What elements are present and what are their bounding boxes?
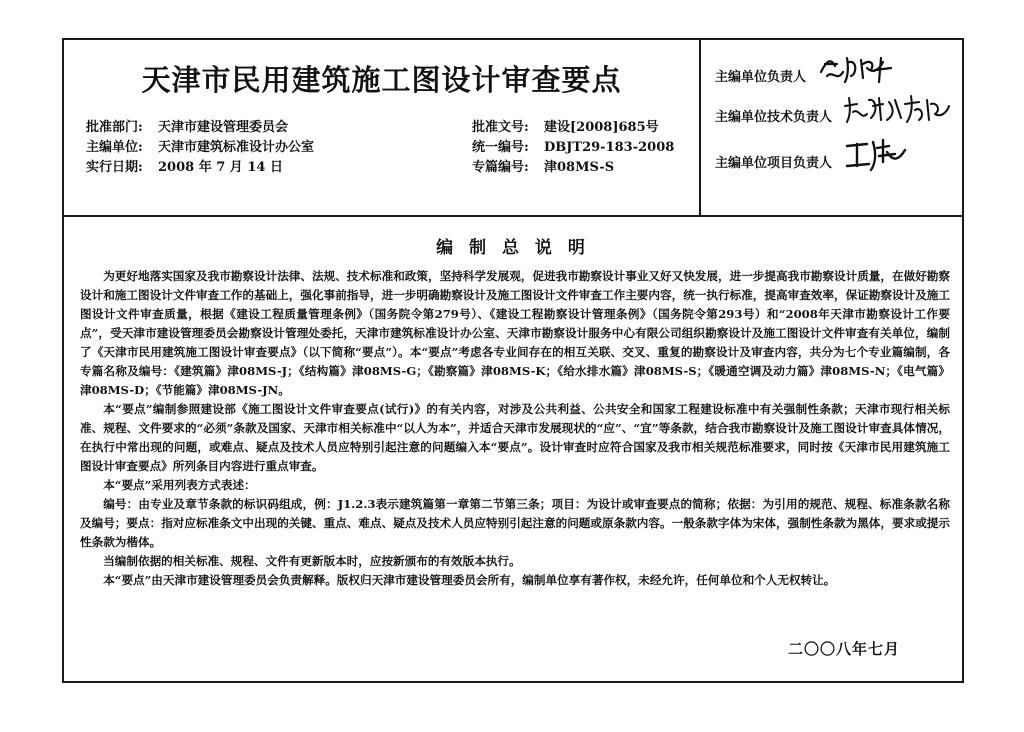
meta-label: 实行日期: bbox=[86, 160, 143, 175]
responsible-label: 主编单位技术负责人 bbox=[715, 110, 833, 125]
meta-label: 批准文号: bbox=[472, 120, 529, 135]
signature-block bbox=[699, 40, 962, 215]
meta-row-editor-unit bbox=[86, 138, 314, 158]
meta-row-effective-date bbox=[86, 158, 314, 178]
responsible-label: 主编单位负责人 bbox=[715, 70, 807, 85]
meta-label: 统一编号: bbox=[472, 140, 529, 155]
meta-value: 建设[2008]685号 bbox=[544, 120, 659, 135]
title-block bbox=[64, 40, 962, 217]
meta-value: 2008 年 7 月 14 日 bbox=[158, 160, 283, 175]
responsible-label: 主编单位项目负责人 bbox=[715, 156, 833, 171]
paragraph: 为更好地落实国家及我市勘察设计法律、法规、技术标准和政策，坚持科学发展观，促进我市勘察设计事业又好又快发展，进一步提高我市勘察设计质量，在做好勘察设计和施工图设计文件审查工作的基础上，强化事前指导，进一步明确勘察设计及施工图设计文件审查工作主要内容，统一执行标准，提高审查效率，保证勘察设计及施工图设计文件审查质量，根据《建设工程质量管理条例》（国务院令第279号）、《建设工程勘察设计管理条例》（国务院令第293号）和“2008年天津市勘察设计工作要点”，受天津市建设管理委员会勘察设计管理处委托，天津市建筑标准设计办公室、天津市勘察设计服务中心有限公司组织勘察设计及施工图设计文件审查有关单位，编制了《天津市民用建筑施工图设计审查要点》（以下简称“要点”）。本“要点”考虑各专业间存在的相互关联、交叉、重复的勘察设计及审查内容，共分为七个专业篇编制，各专篇名称及编号：《建筑篇》津08MS-J；《结构篇》津08MS-G；《勘察篇》津08MS-K；《给水排水篇》津08MS-S；《暖通空调及动力篇》津08MS-N；《电气篇》津08MS-D；《节能篇》津08MS-JN。 bbox=[80, 269, 950, 397]
meta-row-approval-number bbox=[472, 118, 674, 138]
responsible-row-tech-head bbox=[715, 92, 953, 132]
title-block-left bbox=[64, 40, 699, 215]
paragraph: 本“要点”由天津市建设管理委员会负责解释。版权归天津市建设管理委员会所有，编制单位享有著作权，未经允许，任何单位和个人无权转让。 bbox=[103, 573, 836, 587]
meta-row-approving-dept bbox=[86, 118, 314, 138]
notes-text bbox=[80, 267, 950, 590]
paragraph: 本“要点”采用列表方式表述： bbox=[103, 478, 256, 492]
meta-label: 批准部门: bbox=[86, 120, 143, 135]
section-title: 编 制 总 说 明 bbox=[436, 238, 590, 258]
responsible-row-unit-head bbox=[715, 52, 897, 92]
approval-info-right bbox=[472, 118, 674, 178]
paragraph: 当编制依据的相关标准、规程、文件有更新版本时，应按新颁布的有效版本执行。 bbox=[103, 554, 521, 568]
approval-info-left bbox=[86, 118, 314, 178]
meta-row-unified-number bbox=[472, 138, 674, 158]
meta-value: 天津市建筑标准设计办公室 bbox=[158, 140, 315, 155]
meta-label: 专篇编号: bbox=[472, 160, 529, 175]
paragraph: 编号：由专业及章节条款的标识码组成，例：J1.2.3表示建筑篇第一章第二节第三条；项目：为设计或审查要点的简称；依据：为引用的规范、规程、标准条款名称及编号；要点：指对应标准条文中出现的关键、重点、难点、疑点及技术人员应特别引起注意的问题或原条款内容。一般条款字体为宋体，强制性条款为黑体，要求或提示性条款为楷体。 bbox=[80, 497, 950, 549]
responsible-row-project-head bbox=[715, 136, 913, 176]
compilation-date: 二〇〇八年七月 bbox=[787, 640, 900, 658]
meta-label: 主编单位: bbox=[86, 140, 143, 155]
handwritten-signature bbox=[843, 136, 913, 191]
meta-value: 天津市建设管理委员会 bbox=[158, 120, 289, 135]
paragraph: 本“要点”编制参照建设部《施工图设计文件审查要点(试行)》的有关内容，对涉及公共利益、公共安全和国家工程建设标准中有关强制性条款；天津市现行相关标准、规程、文件要求的“必须”条款及国家、天津市相关标准中“以人为本”，并适合天津市发展现状的“应”、“宜”等条款，结合我市勘察设计及施工图设计审查具体情况，在执行中常出现的问题，或难点、疑点及技术人员应特别引起注意的问题编入本“要点”。设计审查时应符合国家及我市相关规范标准要求，同时按《天津市民用建筑施工图设计审查要点》所列条目内容进行重点审查。 bbox=[80, 402, 950, 473]
document-frame bbox=[62, 38, 964, 683]
meta-value: 津08MS-S bbox=[544, 160, 615, 175]
meta-row-volume-number bbox=[472, 158, 674, 178]
compilation-notes bbox=[64, 215, 962, 681]
document-title: 天津市民用建筑施工图设计审查要点 bbox=[141, 63, 622, 97]
meta-value: DBJT29-183-2008 bbox=[544, 140, 675, 155]
